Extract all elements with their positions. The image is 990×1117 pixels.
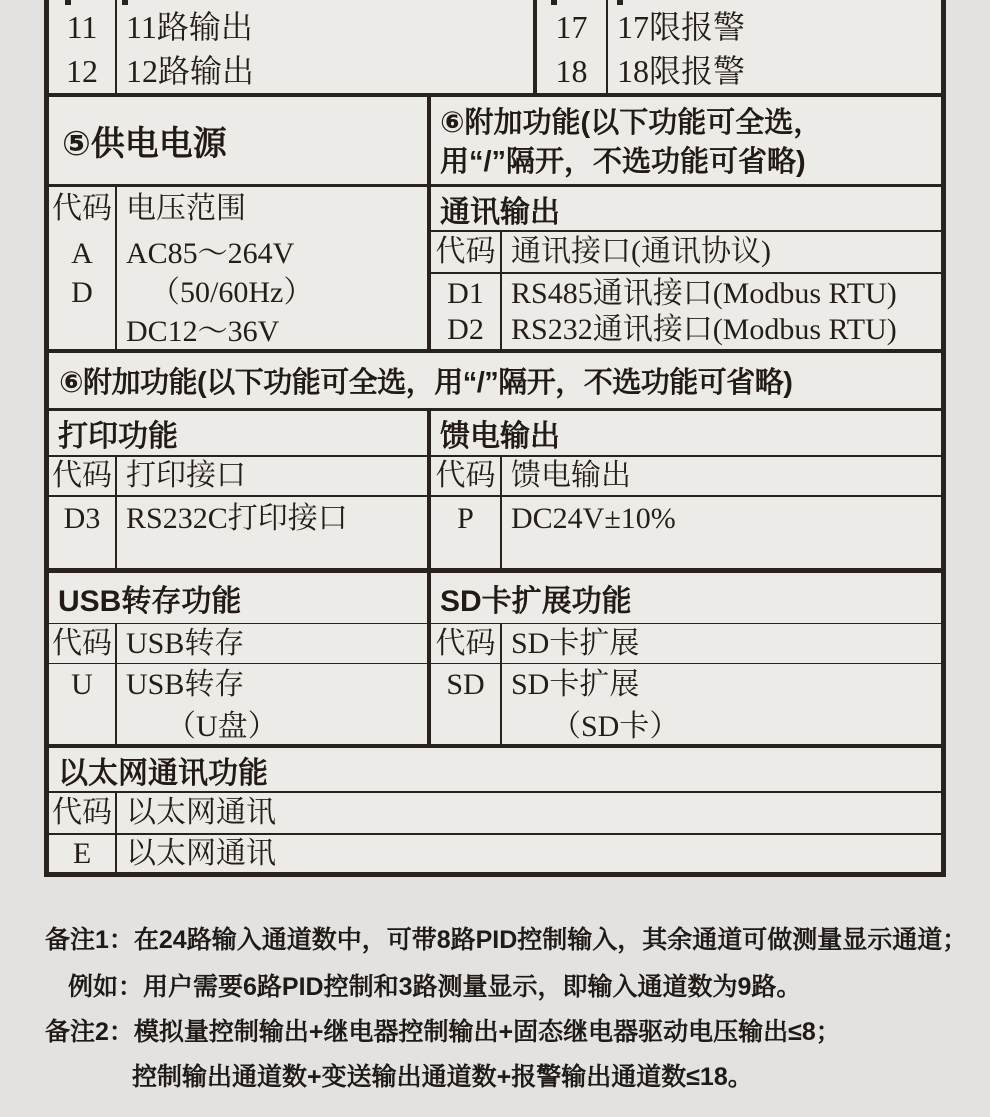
feed-table [431, 411, 941, 568]
header-desc: 以太网通讯 [126, 796, 276, 829]
addon-title-line2: 用“/”隔开，不选功能可省略) [440, 146, 806, 178]
header-code: 代码 [431, 457, 502, 495]
feed-table-title: 馈电输出 [440, 420, 560, 453]
row-desc-line2: （SD卡） [551, 710, 680, 743]
addon-banner: ⑥附加功能(以下功能可全选，用“/”隔开，不选功能可省略) [59, 367, 793, 399]
row-code: D [71, 276, 93, 309]
row-desc: RS232通讯接口(Modbus RTU) [511, 313, 897, 346]
row-code: U [49, 664, 117, 744]
print-feed-section [49, 411, 941, 568]
comm-descs [502, 274, 941, 349]
usb-table-title: USB转存功能 [58, 585, 242, 618]
row-desc: 12路输出 [126, 53, 255, 89]
note-2: 备注2：模拟量控制输出+继电器控制输出+固态继电器驱动电压输出≤8； [45, 1018, 841, 1046]
clipped-row-fragment [551, 0, 557, 5]
alarm-code-column [537, 0, 608, 93]
addon-title-line1: ⑥附加功能(以下功能可全选， [440, 107, 823, 139]
row-desc: RS232C打印接口 [126, 502, 348, 535]
row-desc [502, 664, 941, 744]
header-code: 代码 [49, 624, 117, 663]
row-code: 12 [66, 53, 98, 89]
header-code: 代码 [431, 232, 502, 272]
row-code: SD [431, 664, 502, 744]
row-code: 17 [555, 9, 588, 45]
clipped-row-fragment [122, 0, 128, 5]
ethernet-table-title: 以太网通讯功能 [58, 756, 268, 790]
section-titles-row [49, 97, 941, 184]
ordering-table [44, 0, 946, 877]
row-code: D2 [447, 313, 484, 346]
row-desc: （50/60Hz） [150, 276, 314, 309]
usb-table [49, 573, 427, 744]
note-1-example: 例如：用户需要6路PID控制和3路测量显示，即输入通道数为9路。 [68, 973, 802, 1001]
header-desc: SD卡扩展 [511, 626, 640, 660]
sd-table [431, 573, 941, 744]
row-desc: DC12～36V [126, 315, 280, 348]
output-code-column [49, 0, 117, 93]
row-desc: RS485通讯接口(Modbus RTU) [511, 277, 897, 310]
comm-output-table [431, 187, 941, 349]
row-code: P [431, 497, 502, 568]
clipped-row-fragment [65, 0, 71, 5]
row-code: A [71, 237, 93, 270]
row-desc-line2: （U盘） [166, 710, 278, 743]
note-1: 备注1：在24路输入通道数中，可带8路PID控制输入，其余通道可做测量显示通道； [45, 926, 968, 954]
note-2-line2: 控制输出通道数+变送输出通道数+报警输出通道数≤18。 [132, 1063, 753, 1091]
comm-table-title: 通讯输出 [440, 195, 560, 229]
clipped-row-fragment [617, 0, 623, 5]
header-code: 代码 [49, 187, 117, 230]
header-desc: 通讯接口(通讯协议) [511, 235, 771, 268]
row-desc [117, 664, 427, 744]
voltage-table [49, 187, 427, 349]
power-supply-title: ⑤供电电源 [62, 125, 227, 163]
addon-functions-title [431, 97, 941, 184]
voltage-codes [49, 230, 117, 351]
header-code: 代码 [49, 457, 117, 495]
header-desc: 馈电输出 [511, 459, 631, 492]
row-desc: 17限报警 [617, 9, 746, 45]
row-code: D3 [49, 497, 117, 568]
alarm-desc-column [608, 0, 941, 93]
print-table [49, 411, 427, 568]
row-code: E [49, 835, 117, 872]
print-table-title: 打印功能 [58, 420, 178, 453]
header-desc: 电压范围 [126, 191, 246, 225]
header-desc: USB转存 [126, 626, 245, 660]
sd-table-title: SD卡扩展功能 [440, 585, 632, 618]
row-desc: AC85～264V [126, 237, 295, 270]
row-code: 11 [66, 9, 98, 45]
header-desc: 打印接口 [126, 459, 246, 492]
row-desc: 以太网通讯 [126, 836, 276, 870]
row-desc: 18限报警 [617, 53, 746, 89]
top-clipped-rows-section [49, 0, 941, 93]
header-code: 代码 [431, 624, 502, 663]
ethernet-table [49, 748, 941, 872]
row-code: 18 [555, 53, 588, 89]
row-desc: 11路输出 [126, 9, 253, 45]
output-desc-column [117, 0, 533, 93]
row-code: D1 [447, 277, 484, 310]
row-desc-line1: SD卡扩展 [511, 668, 640, 701]
row-desc-line1: USB转存 [126, 668, 245, 701]
row-desc: DC24V±10% [511, 502, 676, 535]
header-code: 代码 [49, 793, 117, 833]
usb-sd-section [49, 573, 941, 744]
comm-codes [431, 274, 502, 349]
power-comm-section [49, 187, 941, 349]
voltage-descs [117, 230, 427, 351]
